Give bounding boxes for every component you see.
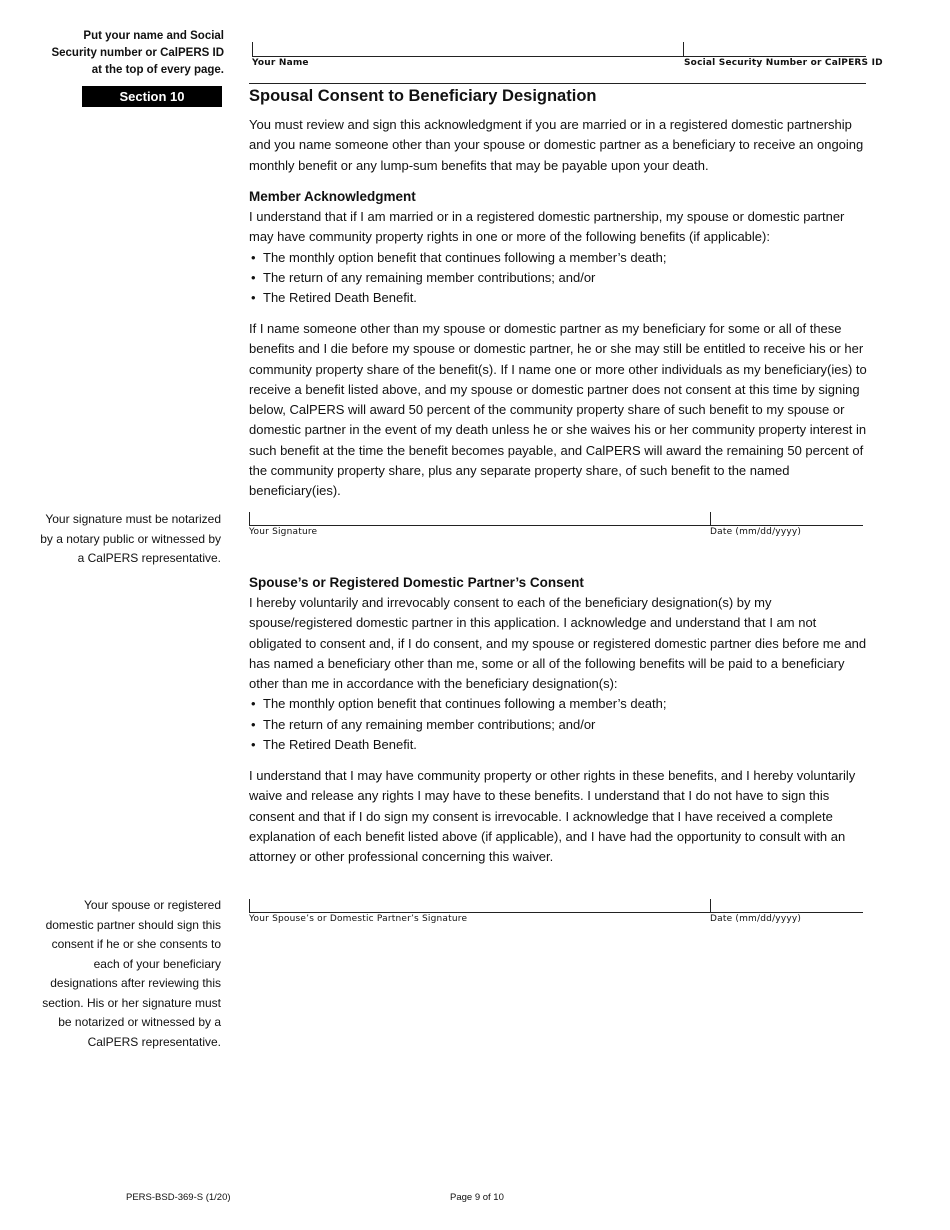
list-item: • The return of any remaining member contributions; and/or — [249, 715, 871, 735]
page-number: Page 9 of 10 — [450, 1192, 504, 1203]
spouse-signature-field-marker — [249, 899, 250, 913]
list-item: • The return of any remaining member contributions; and/or — [249, 268, 871, 288]
name-field-marker — [252, 42, 253, 56]
member-signature-field[interactable] — [249, 525, 863, 526]
section-title: Spousal Consent to Beneficiary Designation — [249, 87, 597, 105]
header-divider — [249, 83, 866, 84]
spouse-date-field-marker — [710, 899, 711, 913]
spouse-date-label: Date (mm/dd/yyyy) — [710, 914, 802, 924]
member-signature-note: Your signature must be notarized by a notary public or witnessed by a CalPERS representative. — [40, 512, 221, 565]
member-acknowledgment-block — [249, 187, 871, 308]
spouse-signature-field[interactable] — [249, 912, 863, 913]
spouse-consent-lead: I hereby voluntarily and irrevocably consent to each of the beneficiary designation(s) by my spouse/registered domestic partner in this application. I acknowledge and understand that I am not obligated to consent and, if I do consent, and my spouse or registered domestic partner dies before me and has named a beneficiary other than me, some or all of the following benefits will be paid to a beneficiary other than me in accordance with the beneficiary designation(s): — [249, 595, 867, 692]
spouse-signature-label: Your Spouse’s or Domestic Partner’s Signature — [249, 914, 468, 924]
spouse-paragraph: I understand that I may have community property or other rights in these benefits, and I hereby voluntarily waive and release any rights I may have to these benefits. I understand that I do not have to sign this consent and that if I do sign my consent is irrevocable. I acknowledge that I have received a complete explanation of each benefit listed above (if applicable), and I have had the opportunity to consult with an attorney or other professional concerning this waiver. — [249, 768, 856, 865]
header-instruction: Put your name and Social Security number or CalPERS ID at the top of every page. — [51, 30, 224, 76]
form-id: PERS-BSD-369-S (1/20) — [126, 1192, 231, 1203]
section-badge: Section 10 — [82, 86, 222, 107]
name-field[interactable] — [252, 56, 866, 57]
list-item: • The monthly option benefit that continues following a member’s death; — [249, 694, 871, 714]
ssn-label: Social Security Number or CalPERS ID — [684, 58, 883, 68]
ssn-field-marker — [683, 42, 684, 56]
list-item: • The Retired Death Benefit. — [249, 735, 871, 755]
spouse-consent-block — [249, 573, 871, 755]
spouse-benefit-list — [249, 694, 871, 755]
date-field-marker — [710, 512, 711, 526]
spouse-signature-note: Your spouse or registered domestic partner should sign this consent if he or she consents to each of your beneficiary designations after reviewing this section. His or her signature must be notarized or witnessed by a CalPERS representative. — [42, 898, 221, 1049]
name-label: Your Name — [252, 58, 309, 68]
member-paragraph: If I name someone other than my spouse or domestic partner as my beneficiary for some or all of these benefits and I die before my spouse or domestic partner, he or she may still be entitled to receive his or her community property share of the benefit(s). If I name one or more other individuals as my beneficiary(ies) to receive a benefit listed above, and my spouse or domestic partner does not consent at this time by signing below, CalPERS will award 50 percent of the community property share of such benefit to my spouse or domestic partner in the event of my death unless he or she waives his or her community property interest in such benefit at the time the benefit becomes payable, and CalPERS will award the remaining 50 percent of the community property share, plus any separate property share, of such benefit to the named beneficiary(ies). — [249, 321, 867, 499]
spouse-consent-heading: Spouse’s or Registered Domestic Partner’s Consent — [249, 575, 584, 590]
section-intro: You must review and sign this acknowledgment if you are married or in a registered domestic partnership and you name someone other than your spouse or domestic partner as a beneficiary to receive an ongoing monthly benefit or any lump-sum benefits that may be payable upon your death. — [249, 117, 864, 173]
list-item: • The monthly option benefit that continues following a member’s death; — [249, 248, 871, 268]
member-date-label: Date (mm/dd/yyyy) — [710, 527, 802, 537]
signature-field-marker — [249, 512, 250, 526]
list-item: • The Retired Death Benefit. — [249, 288, 871, 308]
member-benefit-list — [249, 248, 871, 309]
member-acknowledgment-lead: I understand that if I am married or in a registered domestic partnership, my spouse or domestic partner may have community property rights in one or more of the following benefits (if applicable): — [249, 209, 845, 245]
member-signature-label: Your Signature — [249, 527, 318, 537]
member-acknowledgment-heading: Member Acknowledgment — [249, 189, 416, 204]
